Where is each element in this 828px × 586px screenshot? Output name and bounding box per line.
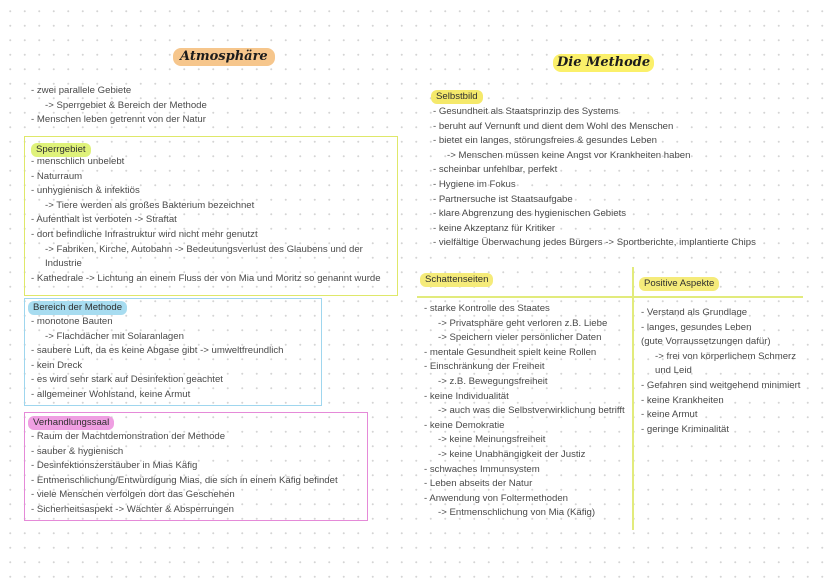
positive-list xyxy=(641,306,800,437)
list-item: - Einschränkung der Freiheit xyxy=(424,361,545,373)
list-item: - starke Kontrolle des Staates xyxy=(424,303,550,314)
section-divider-vertical xyxy=(632,267,634,530)
list-item: -> Flachdächer mit Solaranlagen xyxy=(45,330,184,342)
list-item: - beruht auf Vernunft und dient dem Wohl des Menschen xyxy=(433,120,674,132)
list-item: -> Tiere werden als großes Bakterium bezeichnet xyxy=(45,199,255,211)
list-item: - vielfältige Überwachung jedes Bürgers -> Sportberichte, implantierte Chips xyxy=(433,237,756,249)
list-item: - keine Krankheiten xyxy=(641,394,724,406)
list-item: - Naturraum xyxy=(31,170,83,182)
list-item: - keine Armut xyxy=(641,409,698,421)
list-item: Industrie xyxy=(45,258,82,270)
list-item: - Verstand als Grundlage xyxy=(641,307,748,318)
selbstbild-heading: Selbstbild xyxy=(431,90,483,104)
list-item: - Raum der Machtdemonstration der Methode xyxy=(31,431,226,442)
list-item: -> Sperrgebiet & Bereich der Methode xyxy=(45,99,207,111)
list-item: -> Speichern vieler persönlicher Daten xyxy=(438,332,602,344)
list-item: - scheinbar unfehlbar, perfekt xyxy=(433,164,558,176)
list-item: - keine Individualität xyxy=(424,390,509,402)
list-item: - Partnersuche ist Staatsaufgabe xyxy=(433,193,573,205)
list-item: - Leben abseits der Natur xyxy=(424,478,533,490)
list-item: -> Entmenschlichung von Mia (Käfig) xyxy=(438,507,596,519)
list-item: - unhygienisch & infektiös xyxy=(31,185,140,197)
selbstbild-list xyxy=(433,105,756,251)
list-item: -> frei von körperlichem Schmerz xyxy=(655,350,797,362)
bereich-heading: Bereich der Methode xyxy=(28,301,127,315)
list-item: - Gefahren sind weitgehend minimiert xyxy=(641,379,801,391)
list-item: - Sicherheitsaspekt -> Wächter & Absperrungen xyxy=(31,503,234,515)
list-item: -> auch was die Selbstverwirklichung betrifft xyxy=(438,405,625,417)
list-item: - keine Demokratie xyxy=(424,419,505,431)
list-item: - zwei parallele Gebiete xyxy=(31,85,132,96)
list-item: -> z.B. Bewegungsfreiheit xyxy=(438,375,548,387)
list-item: - Aufenthalt ist verboten -> Straftat xyxy=(31,214,177,226)
list-item: - schwaches Immunsystem xyxy=(424,463,540,475)
list-item: - klare Abgrenzung des hygienischen Gebiets xyxy=(433,208,627,220)
list-item: - Anwendung von Foltermethoden xyxy=(424,492,568,504)
list-item: - langes, gesundes Leben xyxy=(641,321,752,333)
list-item: - Kathedrale -> Lichtung an einem Fluss der von Mia und Moritz so genannt wurde xyxy=(31,272,381,284)
list-item: - mentale Gesundheit spielt keine Rollen xyxy=(424,346,597,358)
list-item: - saubere Luft, da es keine Abgase gibt -> umweltfreundlich xyxy=(31,345,284,357)
section-divider-horizontal xyxy=(417,296,803,298)
list-item: -> Privatsphäre geht verloren z.B. Liebe xyxy=(438,317,608,329)
list-item: - Gesundheit als Staatsprinzip des Systems xyxy=(433,106,619,117)
positive-heading: Positive Aspekte xyxy=(639,277,719,291)
verhandlungssaal-heading: Verhandlungssaal xyxy=(28,416,114,430)
bereich-list xyxy=(31,315,284,403)
list-item: - Entmenschlichung/Entwürdigung Mias, die sich in einem Käfig befindet xyxy=(31,474,338,486)
list-item: - allgemeiner Wohlstand, keine Armut xyxy=(31,388,191,400)
list-item: - dort befindliche Infrastruktur wird nicht mehr genutzt xyxy=(31,228,258,240)
intro-list xyxy=(31,84,207,128)
title-die-methode: Die Methode xyxy=(553,54,654,72)
list-item: - viele Menschen verfolgen dort das Geschehen xyxy=(31,489,235,501)
schattenseiten-list xyxy=(424,302,625,521)
list-item: - kein Dreck xyxy=(31,359,83,371)
schattenseiten-heading: Schattenseiten xyxy=(420,273,493,287)
list-item: - Menschen leben getrennt von der Natur xyxy=(31,114,206,126)
sperrgebiet-heading: Sperrgebiet xyxy=(31,143,91,157)
verhandlungssaal-list xyxy=(31,430,338,518)
sperrgebiet-list xyxy=(31,155,381,286)
list-item: - bietet ein langes, störungsfreies & gesundes Leben xyxy=(433,135,658,147)
list-item: - sauber & hygienisch xyxy=(31,445,124,457)
list-item: -> Fabriken, Kirche, Autobahn -> Bedeutungsverlust des Glaubens und der xyxy=(45,243,363,255)
list-item: - menschlich unbelebt xyxy=(31,156,125,167)
list-item: (gute Vorraussetzungen dafür) xyxy=(641,336,771,348)
list-item: - keine Akzeptanz für Kritiker xyxy=(433,222,556,234)
list-item: und Leid xyxy=(655,365,692,377)
list-item: - Desinfektionszerstäuber in Mias Käfig xyxy=(31,460,198,472)
list-item: -> Menschen müssen keine Angst vor Krankheiten haben xyxy=(447,149,691,161)
list-item: -> keine Unabhängigkeit der Justiz xyxy=(438,448,586,460)
list-item: -> keine Meinungsfreiheit xyxy=(438,434,546,446)
list-item: - es wird sehr stark auf Desinfektion geachtet xyxy=(31,374,223,386)
list-item: - Hygiene im Fokus xyxy=(433,178,516,190)
list-item: - geringe Kriminalität xyxy=(641,423,729,435)
title-atmosphaere: Atmosphäre xyxy=(173,48,275,66)
list-item: - monotone Bauten xyxy=(31,316,113,327)
